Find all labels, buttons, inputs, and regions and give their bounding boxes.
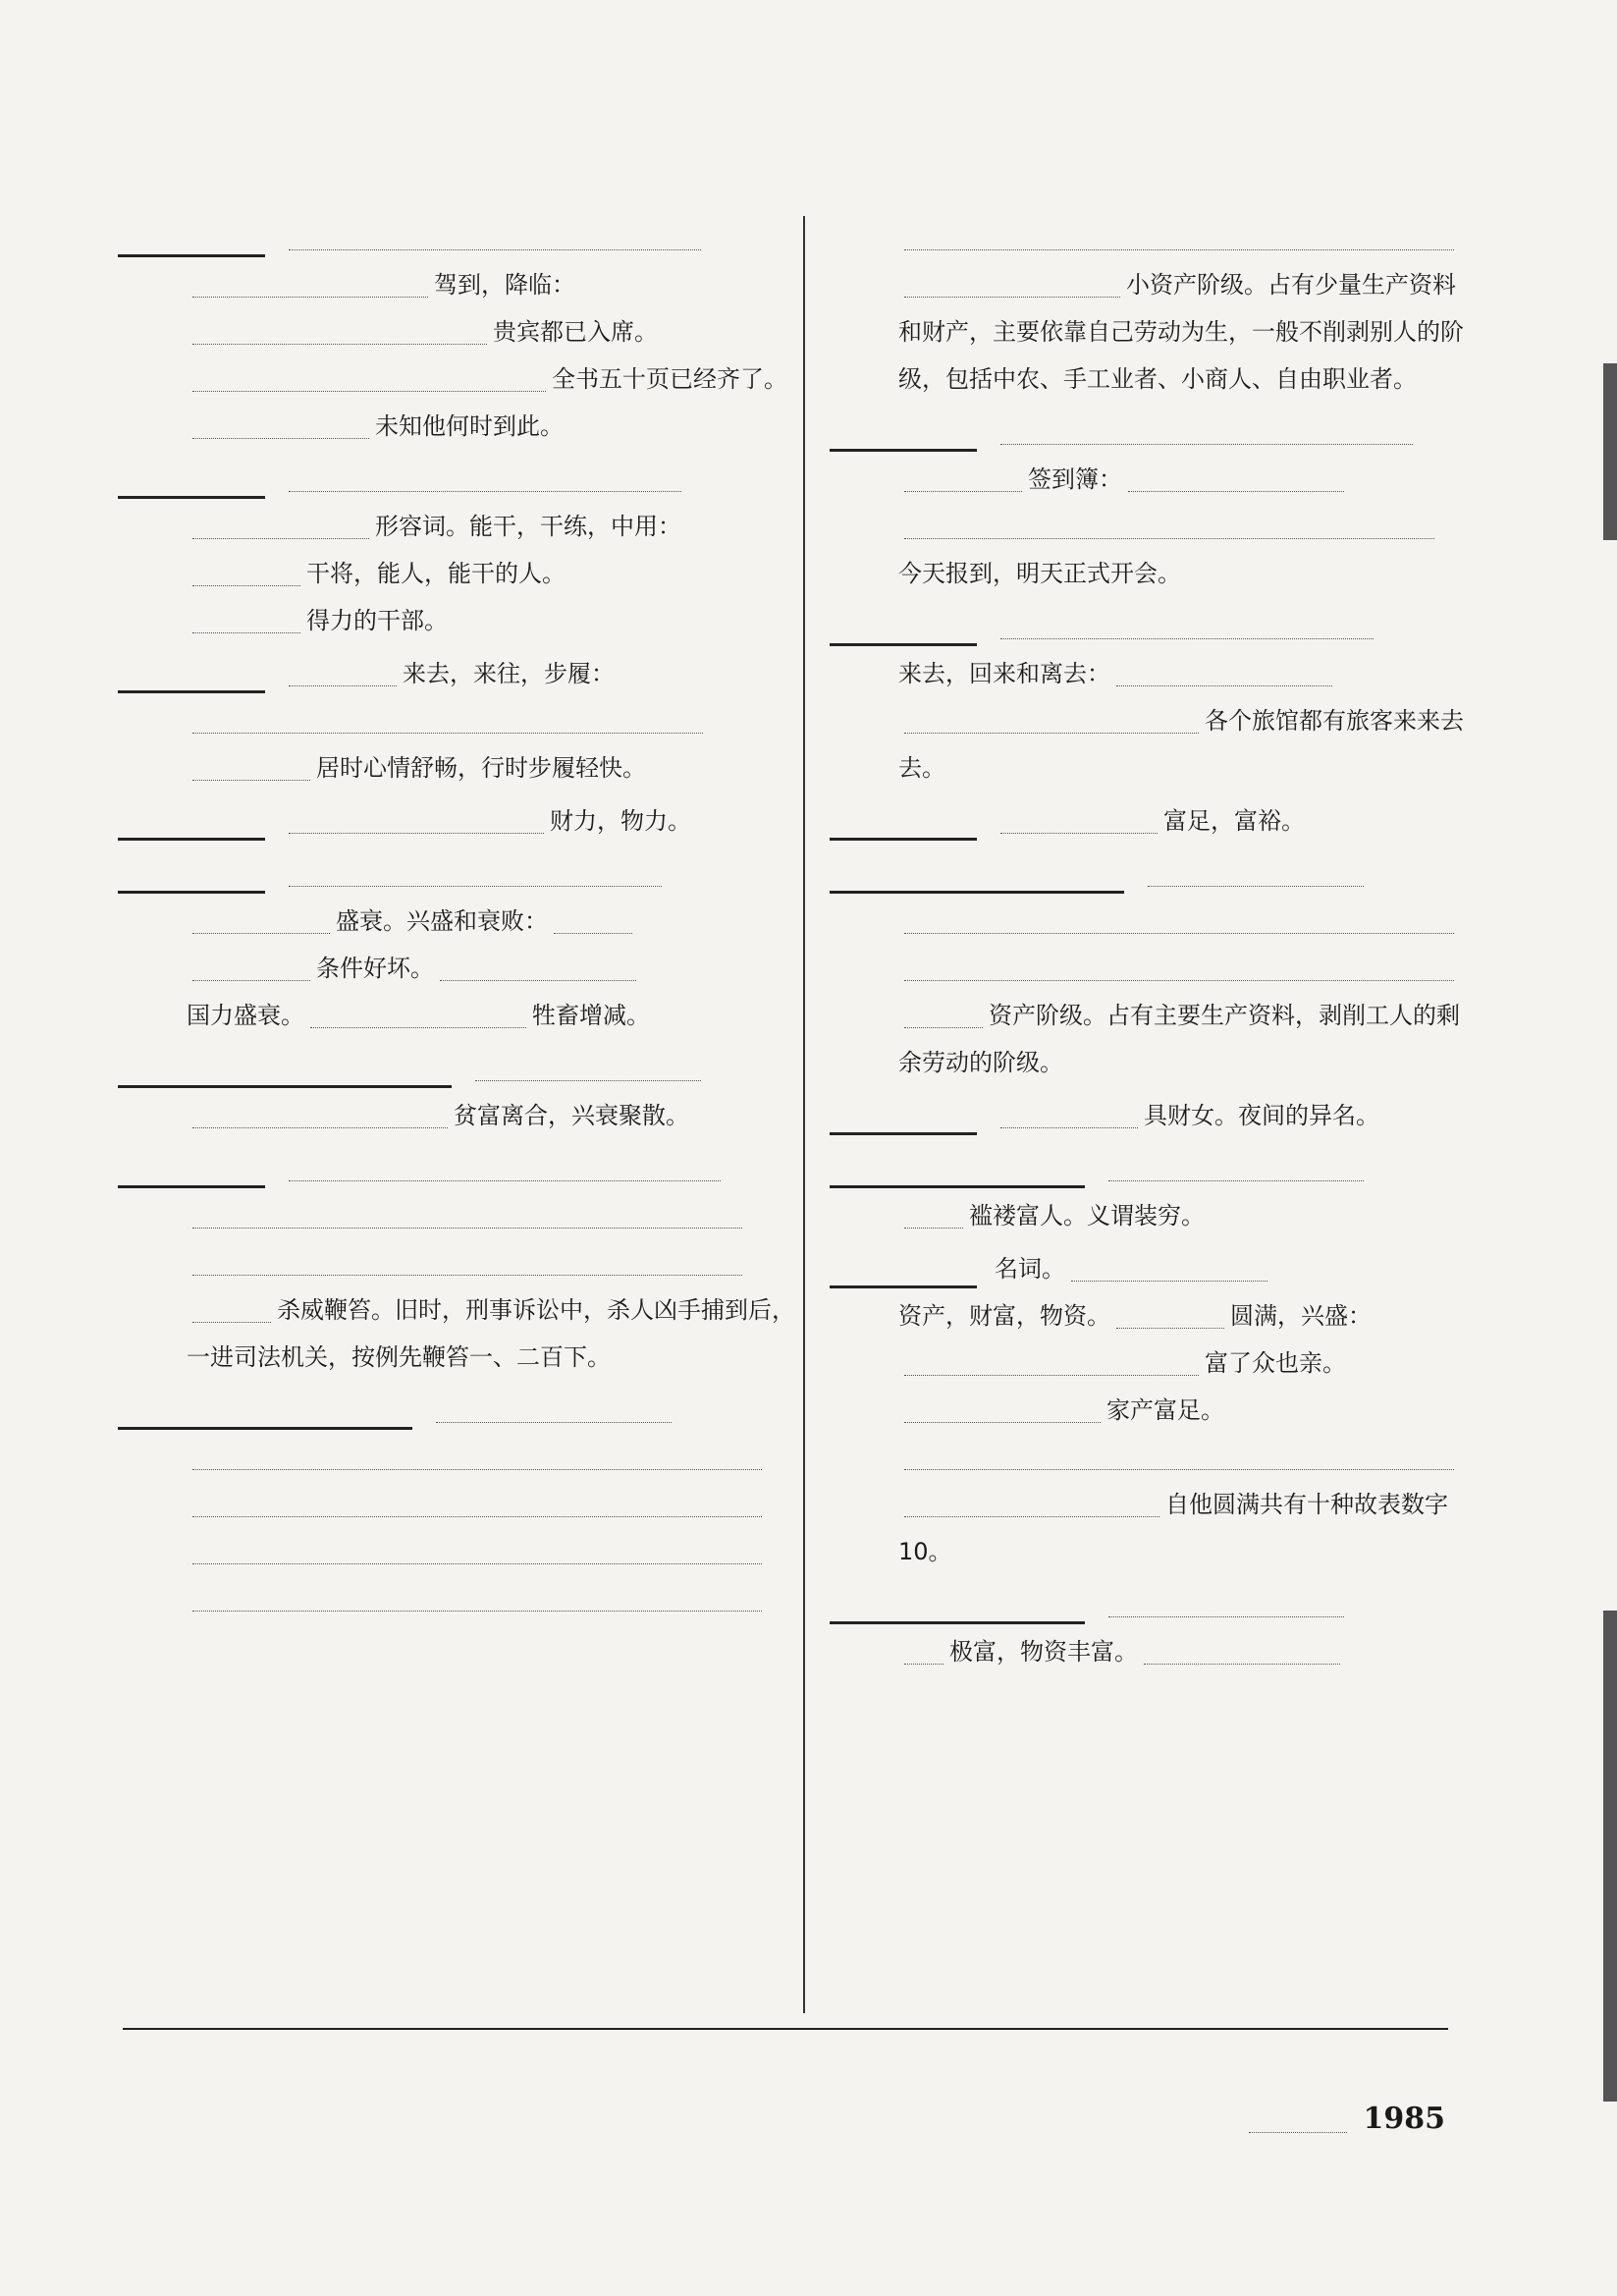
right-column [830,214,1478,1681]
footer-rule [123,2028,1448,2030]
entry [118,1145,805,1381]
entry-continued [830,214,1478,403]
headword [830,857,1124,894]
definition: 资产阶级。占有主要生产资料，剥削工人的剩余劳动的阶级。 [898,1002,1460,1076]
definition: 名词。 [995,1255,1065,1283]
definition: 财力，物力。 [550,807,691,835]
page-number: 1985 [1363,2102,1445,2136]
definition: 未知他何时到此。 [375,412,564,440]
headword [118,1152,265,1188]
definition: 条件好坏。 [316,955,434,982]
headword [830,415,977,452]
headword [118,657,265,693]
entry [830,603,1478,792]
definition: 全书五十页已经齐了。 [552,365,787,393]
definition: 驾到，降临： [434,271,575,299]
entry [118,456,805,644]
scan-edge [1603,363,1617,540]
headword [118,857,265,894]
headword [830,1152,1085,1188]
entry [118,650,805,792]
entry [830,1145,1478,1239]
page-footer [1243,2102,1445,2136]
definition: 小资产阶级。占有少量生产资料和财产，主要依靠自己劳动为生，一般不削剥别人的阶级，包括中农、手工业者、小商人、自由职业者。 [898,271,1464,393]
definition: 得力的干部。 [306,607,448,634]
entry [118,850,805,1039]
headword [830,1252,977,1288]
headword [830,1099,977,1135]
entry [830,1581,1478,1675]
headword [830,1588,1085,1624]
definition: 杀威鞭笞。旧时，刑事诉讼中，杀人凶手捕到后，一进司法机关，按例先鞭笞一、二百下。 [187,1296,795,1371]
definition: 来去，回来和离去： [898,660,1110,687]
definition: 牲畜增减。 [532,1002,650,1029]
entry [830,850,1478,1086]
definition: 今天报到，明天正式开会。 [898,560,1181,587]
entry [118,1045,805,1139]
entry [830,1245,1478,1575]
entry [830,409,1478,597]
scan-edge [1603,1611,1617,2102]
definition: 富足，富裕。 [1163,807,1305,835]
entry [830,1092,1478,1139]
headword [118,1394,412,1430]
definition: 圆满，兴盛： [1230,1302,1372,1330]
definition: 家产富足。 [1106,1396,1224,1424]
definition: 资产，财富，物资。 [898,1302,1110,1330]
definition: 国力盛衰。 [187,1002,304,1029]
entry [118,214,805,450]
definition: 形容词。能干，干练，中用： [375,513,681,540]
entry [830,797,1478,845]
definition: 贫富离合，兴衰聚散。 [454,1102,689,1129]
definition: 盛衰。兴盛和衰败： [336,907,548,935]
headword [118,463,265,499]
definition: 贵宾都已入席。 [493,318,658,346]
definition: 签到簿： [1028,465,1122,493]
left-column [118,214,805,1628]
entry [118,1387,805,1622]
definition: 具财女。夜间的异名。 [1144,1102,1379,1129]
definition: 褴褛富人。义谓装穷。 [969,1202,1205,1230]
running-head [1249,2108,1347,2133]
definition: 极富，物资丰富。 [949,1638,1138,1666]
headword [830,610,977,646]
headword [118,1052,452,1088]
headword [830,804,977,841]
definition: 干将，能人，能干的人。 [306,560,566,587]
column-divider [803,216,805,2013]
definition: 富了众也亲。 [1205,1349,1346,1377]
definition: 居时心情舒畅，行时步履轻快。 [316,754,646,782]
headword [118,221,265,257]
entry [118,797,805,845]
definition: 自他圆满共有十种故表数字10。 [898,1491,1448,1565]
definition: 来去，来往，步履： [403,660,615,687]
definition: 各个旅馆都有旅客来来去去。 [898,707,1464,782]
headword [118,804,265,841]
